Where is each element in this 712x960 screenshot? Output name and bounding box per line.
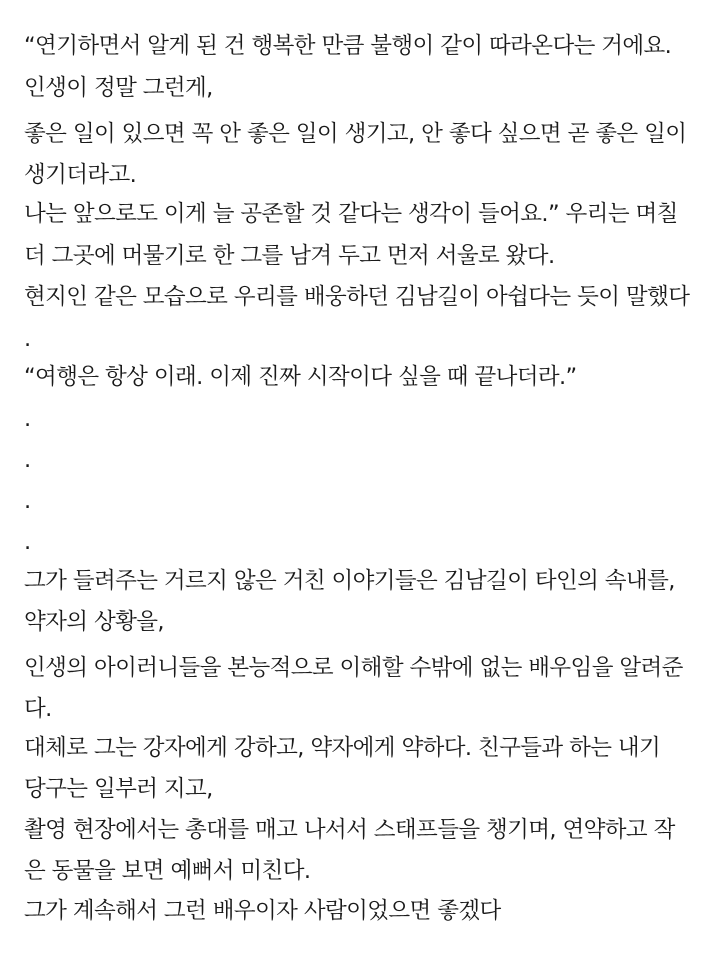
text-line: . <box>24 529 31 555</box>
text-line: 다. <box>24 696 52 722</box>
text-line: 현지인 같은 모습으로 우리를 배웅하던 김남길이 아쉽다는 듯이 말했다 <box>24 284 690 310</box>
text-line: “연기하면서 알게 된 건 행복한 만큼 불행이 같이 따라온다는 거에요. <box>24 33 672 59</box>
text-line: 대체로 그는 강자에게 강하고, 약자에게 약하다. 친구들과 하는 내기 <box>24 735 661 761</box>
text-line: 나는 앞으로도 이게 늘 공존할 것 같다는 생각이 들어요.” 우리는 며칠 <box>24 201 678 227</box>
text-line: 당구는 일부러 지고, <box>24 776 213 802</box>
text-line: . <box>24 326 31 352</box>
text-line: 더 그곳에 머물기로 한 그를 남겨 두고 먼저 서울로 왔다. <box>24 243 555 269</box>
text-line: 그가 들려주는 거르지 않은 거친 이야기들은 김남길이 타인의 속내를, <box>24 568 675 594</box>
text-line: 좋은 일이 있으면 꼭 안 좋은 일이 생기고, 안 좋다 싶으면 곧 좋은 일이 <box>24 121 687 147</box>
text-line: 생기더라고. <box>24 162 137 188</box>
text-line: 인생의 아이러니들을 본능적으로 이해할 수밖에 없는 배우임을 알려준 <box>24 655 683 681</box>
text-line: . <box>24 488 31 514</box>
text-line: . <box>24 447 31 473</box>
text-line: 약자의 상황을, <box>24 609 164 635</box>
text-line: 인생이 정말 그런게, <box>24 75 213 101</box>
text-line: 촬영 현장에서는 총대를 매고 나서서 스태프들을 챙기며, 연약하고 작 <box>24 817 675 843</box>
text-line: 그가 계속해서 그런 배우이자 사람이었으면 좋겠다 <box>24 898 501 924</box>
text-line: 은 동물을 보면 예뻐서 미친다. <box>24 858 311 884</box>
text-line: “여행은 항상 이래. 이제 진짜 시작이다 싶을 때 끝나더라.” <box>24 364 577 390</box>
text-line: . <box>24 406 31 432</box>
